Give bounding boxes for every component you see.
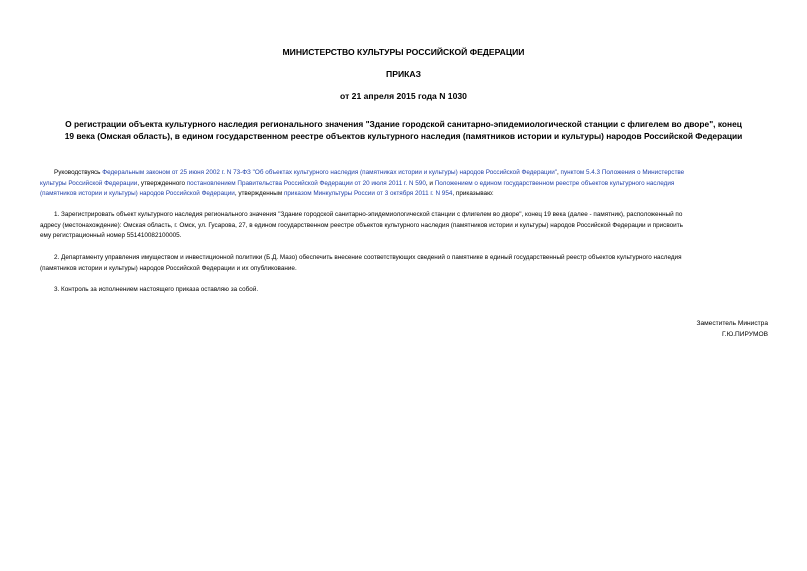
preamble-text: , приказываю: [452,190,494,197]
preamble-text: Руководствуясь [54,169,103,176]
document-title [34,118,773,142]
title-line: 19 века (Омская область), в едином государственном реестре объектов культурного наследия (памятников истории и культуры) народов Российской Федерации [64,131,743,141]
item-line: адресу (местонахождение): Омская область, г. Омск, ул. Гусарова, 27, в едином государственном реестре объектов культурного наследия (памятников истории и культуры) народов Российской Федерации и присвоить [40,221,683,229]
document-date-number: от 21 апреля 2015 года N 1030 [340,91,467,101]
signatory-name: Г.Ю.ПИРУМОВ [721,331,768,338]
item-line: (памятников истории и культуры) народов Российской Федерации и их опубликование. [40,264,297,272]
item-line: 1. Зарегистрировать объект культурного наследия регионального значения "Здание городской санитарно-эпидемиологической станции с флигелем во дворе", конец 19 века (далее - памятник), расположенный по [54,211,683,218]
preamble-text: , и [425,179,435,187]
signatory-position: Заместитель Министра [696,320,768,327]
regulation-clause-link[interactable]: пунктом 5.4.3 Положения о Министерстве [560,169,685,176]
ministry-order-link[interactable]: приказом Минкультуры России от 3 октября 2011 г. N 954 [283,190,453,197]
regulation-clause-link-cont[interactable]: культуры Российской Федерации [40,179,138,187]
preamble-text: , [557,169,561,176]
preamble-line [40,179,768,190]
item-line: ему регистрационный номер 551410082100005. [40,232,182,239]
federal-law-link[interactable]: Федеральным законом от 25 июня 2002 г. N 73-ФЗ "Об объектах культурного наследия (памятниках истории и культуры) народов Российской Федерации" [102,169,557,176]
document-type: ПРИКАЗ [386,69,421,79]
ministry-heading: МИНИСТЕРСТВО КУЛЬТУРЫ РОССИЙСКОЙ ФЕДЕРАЦИИ [282,47,525,57]
title-line: О регистрации объекта культурного наследия регионального значения "Здание городской санитарно-эпидемиологической станции с флигелем во дворе", конец [65,119,742,129]
government-resolution-link[interactable]: постановлением Правительства Российской Федерации от 20 июля 2011 г. N 590 [186,179,426,187]
order-item-3 [40,285,768,296]
item-line: 3. Контроль за исполнением настоящего приказа оставляю за собой. [54,286,259,293]
preamble-paragraph [40,168,768,200]
preamble-line [40,189,768,200]
registry-regulation-link[interactable]: Положением о едином государственном реестре объектов культурного наследия [434,179,675,187]
order-item-2 [40,253,768,274]
preamble-text: , утвержденным [234,190,284,197]
order-item-1 [40,210,768,242]
preamble-line [40,168,768,179]
preamble-text: , утвержденного [137,179,187,187]
registry-regulation-link-cont[interactable]: (памятников истории и культуры) народов Российской Федерации [40,190,235,197]
item-line: 2. Департаменту управления имуществом и инвестиционной политики (Б.Д. Мазо) обеспечить внесение соответствующих сведений о памятнике в единый государственный реестр объектов культурного наследия [54,254,682,261]
